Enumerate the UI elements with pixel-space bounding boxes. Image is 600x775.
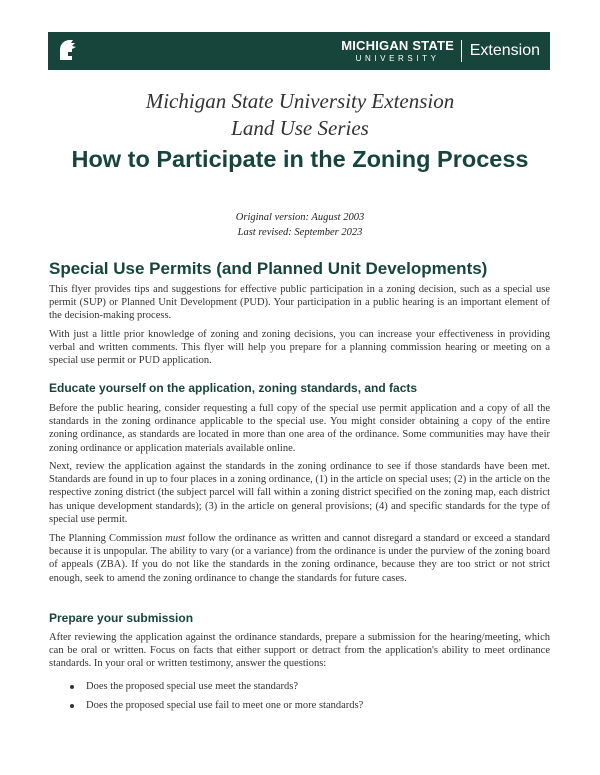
- msu-name: MICHIGAN STATE: [341, 38, 454, 53]
- last-revised-label: Last revised:: [237, 227, 292, 238]
- msu-extension-header: [48, 32, 550, 70]
- prepare-heading: Prepare your submission: [49, 611, 194, 625]
- page-title: How to Participate in the Zoning Process: [71, 146, 529, 172]
- last-revised: [0, 226, 600, 239]
- list-item-text: Does the proposed special use fail to meet one or more standards?: [86, 700, 364, 711]
- pc-text-before: The Planning Commission: [49, 533, 166, 544]
- intro-paragraph-2: With just a little prior knowledge of zoning and zoning decisions, you can increase your effectiveness in providing verbal and written comments. This flyer will help you prepare for a planning commission hearing or meeting on a special use permit or PUD application.: [49, 329, 550, 367]
- educate-heading: Educate yourself on the application, zoning standards, and facts: [49, 381, 418, 395]
- extension-label: Extension: [469, 42, 540, 59]
- educate-paragraph-2: Next, review the application against the standards in the zoning ordinance to see if those standards have been met. Standards are found in up to four places in a zoning ordinance, (1) in the article on special uses; (2) in the article on the respective zoning district (the subject parcel will fall within a zoning district specified on the zoning map, each district has unique development standards); (3) in the article on general provisions; (4) and specific standards for the type of special use permit.: [49, 461, 550, 525]
- spartan-helmet-icon: [56, 38, 78, 64]
- pc-emphasis: must: [165, 533, 186, 544]
- msu-university: UNIVERSITY: [355, 54, 440, 63]
- prepare-paragraph: After reviewing the application against the ordinance standards, prepare a submission for the hearing/meeting, which can be oral or written. Focus on facts that either support or detract from the application's ability to meet ordinance standards. In your oral or written testimony, answer the questions:: [49, 632, 550, 670]
- msu-wordmark: [341, 39, 454, 64]
- last-revised-date: September 2023: [294, 227, 363, 238]
- pc-text-after: follow the ordinance as written and cannot disregard a standard or exceed a standard because it is unpopular. The ability to vary (or a variance) from the ordinance is under the purview of the zoning board of appeals (ZBA). If you do not like the standards in the zoning ordinance, because they are too strict or not strict enough, seek to amend the zoning ordinance to change the standards for future cases.: [49, 533, 550, 584]
- series-line-1: Michigan State University Extension: [145, 89, 455, 113]
- original-version-label: Original version:: [235, 212, 309, 223]
- original-version: [0, 211, 600, 224]
- list-item-text: Does the proposed special use meet the standards?: [86, 681, 298, 692]
- planning-commission-paragraph: [49, 532, 550, 585]
- series-line-2: Land Use Series: [231, 116, 369, 140]
- header-divider: [461, 40, 462, 62]
- bullet-icon: [70, 704, 74, 708]
- original-version-date: August 2003: [311, 212, 365, 223]
- section-heading: Special Use Permits (and Planned Unit Developments): [49, 259, 488, 278]
- bullet-icon: [70, 685, 74, 689]
- intro-paragraph-1: This flyer provides tips and suggestions for effective public participation in a zoning decision, such as a special use permit (SUP) or Planned Unit Development (PUD). Your participation in a public hearing is an important element of the decision-making process.: [49, 284, 550, 322]
- educate-paragraph-1: Before the public hearing, consider requesting a full copy of the special use permit application and a copy of all the standards in the zoning ordinance applicable to the special use. You might consider obtaining a copy of the entire zoning ordinance, as standards are located in more than one area of the ordinance. Some communities may have their zoning ordinance or application materials available online.: [49, 403, 550, 454]
